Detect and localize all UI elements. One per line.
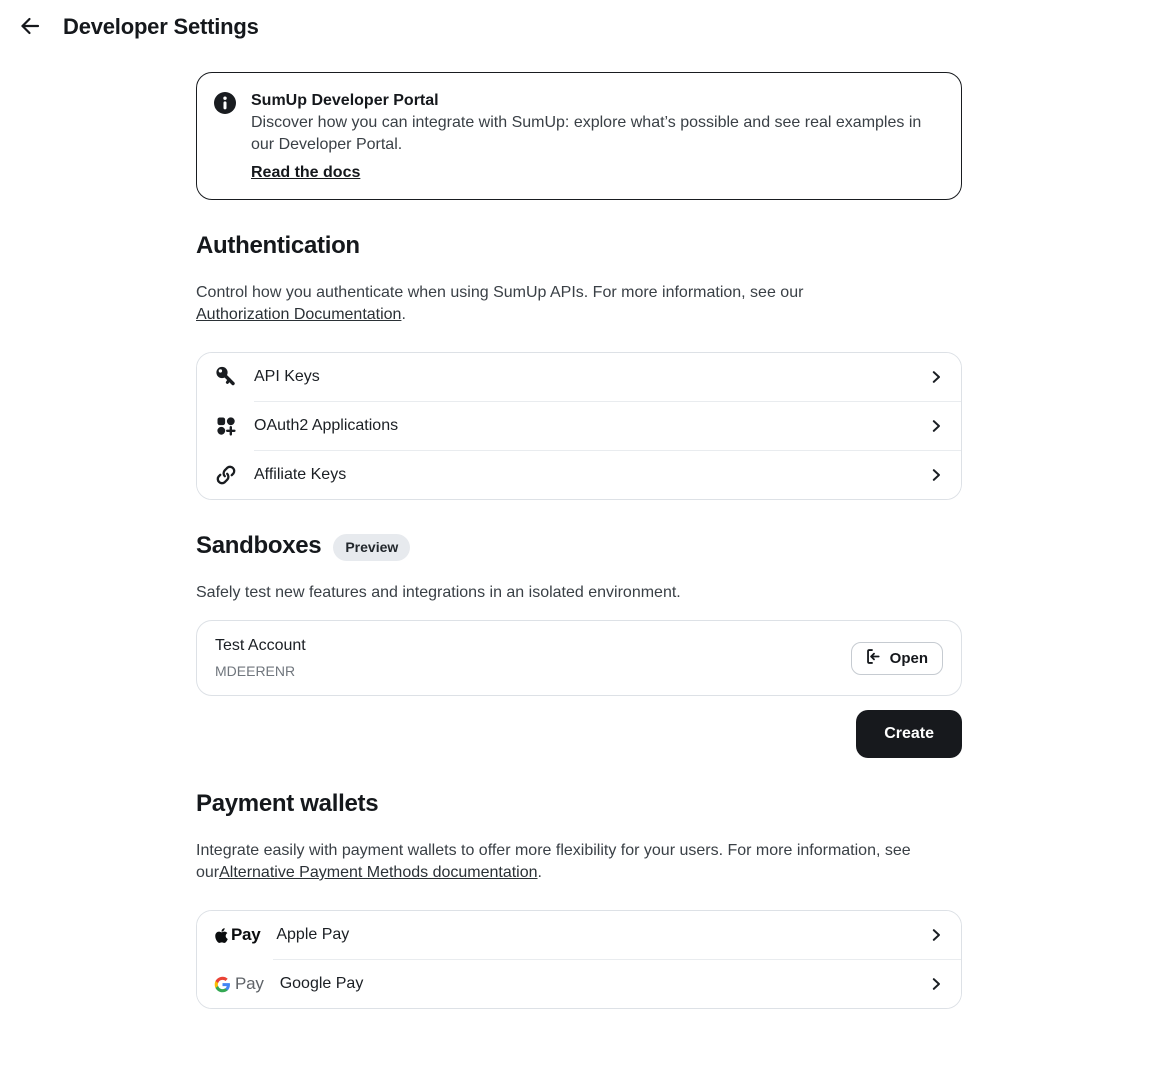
authentication-heading: Authentication xyxy=(196,232,360,259)
main-content xyxy=(196,40,962,1089)
chevron-right-icon xyxy=(927,466,945,484)
google-pay-logo-text: Pay xyxy=(235,974,264,993)
apps-plus-icon xyxy=(214,414,238,438)
create-row xyxy=(196,710,962,758)
page-header xyxy=(0,0,1162,40)
open-sandbox-button[interactable] xyxy=(851,642,943,675)
banner-text: Discover how you can integrate with SumUp: explore what’s possible and see real examples in our Developer Portal. xyxy=(251,114,922,153)
preview-badge: Preview xyxy=(333,534,410,561)
chevron-right-icon xyxy=(927,975,945,993)
list-item-google-pay[interactable] xyxy=(197,960,961,1008)
arrow-left-icon xyxy=(18,14,42,41)
auth-desc-text: Control how you authenticate when using SumUp APIs. For more information, see our xyxy=(196,284,804,301)
list-item-api-keys[interactable] xyxy=(197,353,961,401)
list-item-label: Apple Pay xyxy=(276,926,350,943)
alternative-payment-methods-link[interactable]: Alternative Payment Methods documentation xyxy=(219,864,538,881)
sandbox-account-card xyxy=(196,620,962,696)
payment-wallets-list-card xyxy=(196,910,962,1009)
page-title: Developer Settings xyxy=(63,14,259,39)
sandboxes-heading-text: Sandboxes xyxy=(196,532,322,559)
list-item-label: Affiliate Keys xyxy=(254,466,347,483)
apple-pay-logo-text: Pay xyxy=(231,925,261,944)
key-icon xyxy=(214,365,238,389)
authentication-list-card xyxy=(196,352,962,500)
chevron-right-icon xyxy=(927,368,945,386)
payment-wallets-description xyxy=(196,840,962,884)
list-item-label: OAuth2 Applications xyxy=(254,417,399,434)
authentication-description xyxy=(196,282,962,326)
auth-desc-period: . xyxy=(401,306,406,323)
banner-title: SumUp Developer Portal xyxy=(251,92,439,109)
sandboxes-description: Safely test new features and integrations in an isolated environment. xyxy=(196,584,681,601)
list-item-oauth2-applications[interactable] xyxy=(197,402,961,450)
back-button[interactable] xyxy=(16,13,44,41)
authorization-documentation-link[interactable]: Authorization Documentation xyxy=(196,306,402,323)
chevron-right-icon xyxy=(927,926,945,944)
list-item-label: API Keys xyxy=(254,368,320,385)
info-icon xyxy=(213,90,237,182)
list-item-label: Google Pay xyxy=(279,975,364,992)
sandbox-account-name: Test Account xyxy=(215,637,306,654)
wallets-desc-period: . xyxy=(537,864,542,881)
create-sandbox-button[interactable]: Create xyxy=(856,710,962,758)
sandbox-account-info xyxy=(215,635,306,681)
log-in-icon xyxy=(863,647,882,670)
chevron-right-icon xyxy=(927,417,945,435)
list-item-apple-pay[interactable] xyxy=(197,911,961,959)
wallets-desc-text: Integrate easily with payment wallets to offer more flexibility for your users. For more information, see our xyxy=(196,842,911,881)
read-the-docs-link[interactable]: Read the docs xyxy=(251,164,361,181)
google-pay-logo xyxy=(214,974,264,994)
payment-wallets-heading: Payment wallets xyxy=(196,790,379,817)
developer-portal-banner[interactable] xyxy=(196,72,962,200)
open-button-label: Open xyxy=(889,649,928,667)
banner-body xyxy=(251,90,941,182)
sandbox-account-code: MDEERENR xyxy=(215,663,296,679)
list-item-affiliate-keys[interactable] xyxy=(197,451,961,499)
apple-pay-logo xyxy=(214,925,260,945)
link-icon xyxy=(214,463,238,487)
sandboxes-heading xyxy=(196,532,962,560)
